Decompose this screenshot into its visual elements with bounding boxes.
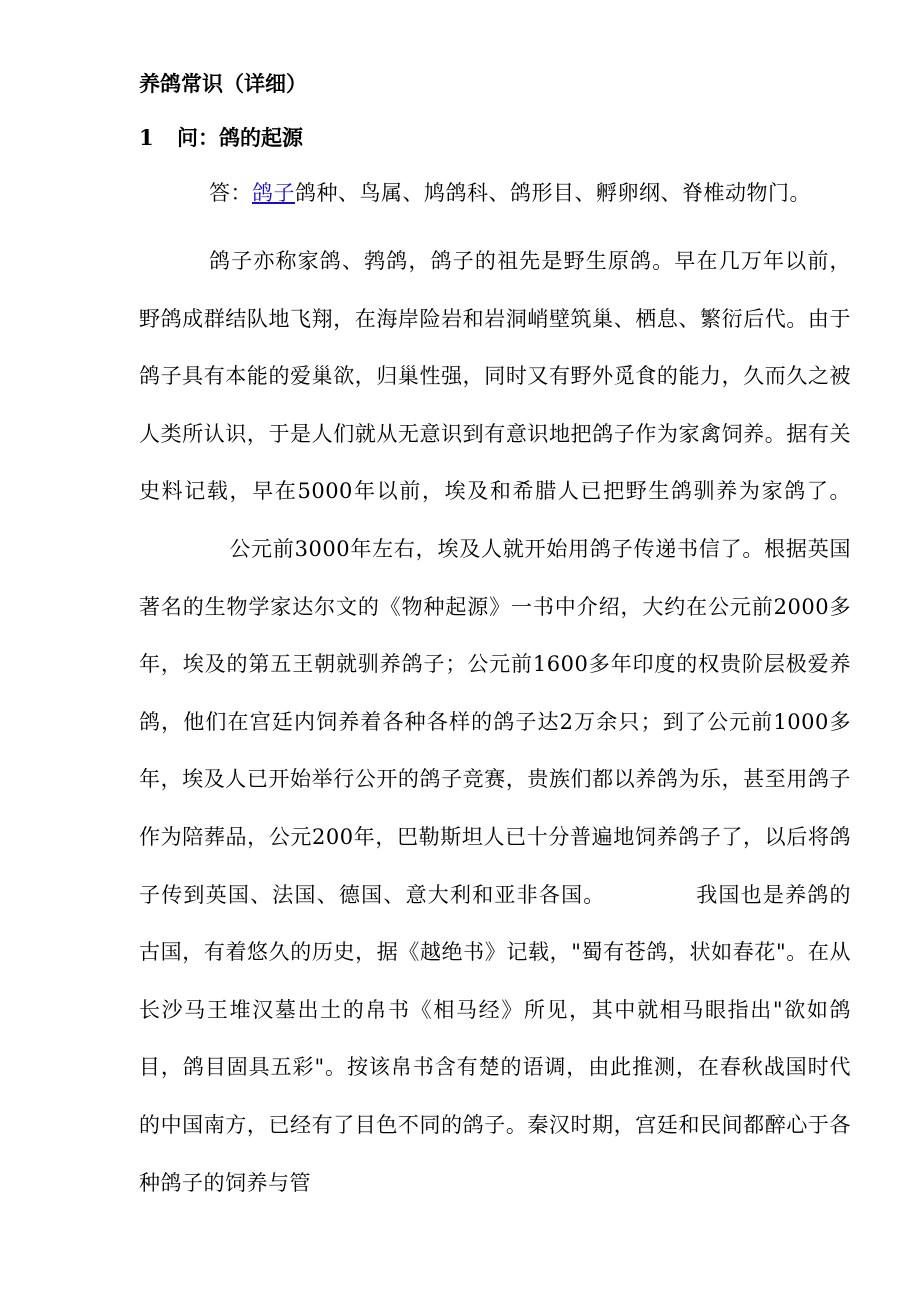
question-text: 问：鸽的起源 — [177, 125, 303, 150]
paragraph-part-1: 鸽子亦称家鸽、鹁鸽，鸽子的祖先是野生原鸽。早在几万年以前，野鸽成群结队地飞翔，在海岸险岩和岩洞峭壁筑巢、栖息、繁衍后代。由于鸽子具有本能的爱巢欲，归巢性强，同时又有野外觅食的能力，久而久之被人类所认识，于是人们就从无意识到有意识地把鸽子作为家禽饲养。据有关史料记载，早在5000年以前，埃及和希腊人已把野生鸽驯养为家鸽了。 — [139, 249, 851, 504]
answer-classification: 鸽种、鸟属、鸠鸽科、鸽形目、孵卵纲、脊椎动物门。 — [295, 181, 811, 205]
paragraph-part-3: 我国也是养鸽的古国，有着悠久的历史，据《越绝书》记载，"蜀有苍鸽，状如春花"。在从长沙马王堆汉墓出土的帛书《相马经》所见，其中就相马眼指出"欲如鸽目，鸽目固具五彩"。按该帛书含有楚的语调，由此推测，在春秋战国时代的中国南方，已经有了目色不同的鸽子。秦汉时期，宫廷和民间都醉心于各种鸽子的饲养与管 — [139, 882, 851, 1195]
pigeon-link[interactable]: 鸽子 — [252, 181, 295, 205]
origin-paragraph — [139, 233, 851, 1212]
answer-prefix: 答： — [209, 181, 252, 205]
answer-line — [209, 177, 811, 209]
question-heading — [139, 122, 303, 154]
question-number: 1 — [139, 125, 154, 150]
document-title: 养鸽常识（详细） — [139, 71, 307, 96]
paragraph-part-2: 公元前3000年左右，埃及人就开始用鸽子传递书信了。根据英国著名的生物学家达尔文的《物种起源》一书中介绍，大约在公元前2000多年，埃及的第五王朝就驯养鸽子；公元前1600多年印度的权贵阶层极爱养鸽，他们在宫廷内饲养着各种各样的鸽子达2万余只；到了公元前1000多年，埃及人已开始举行公开的鸽子竞赛，贵族们都以养鸽为乐，甚至用鸽子作为陪葬品，公元200年，巴勒斯坦人已十分普遍地饲养鸽子了，以后将鸽子传到英国、法国、德国、意大利和亚非各国。 — [139, 536, 851, 907]
